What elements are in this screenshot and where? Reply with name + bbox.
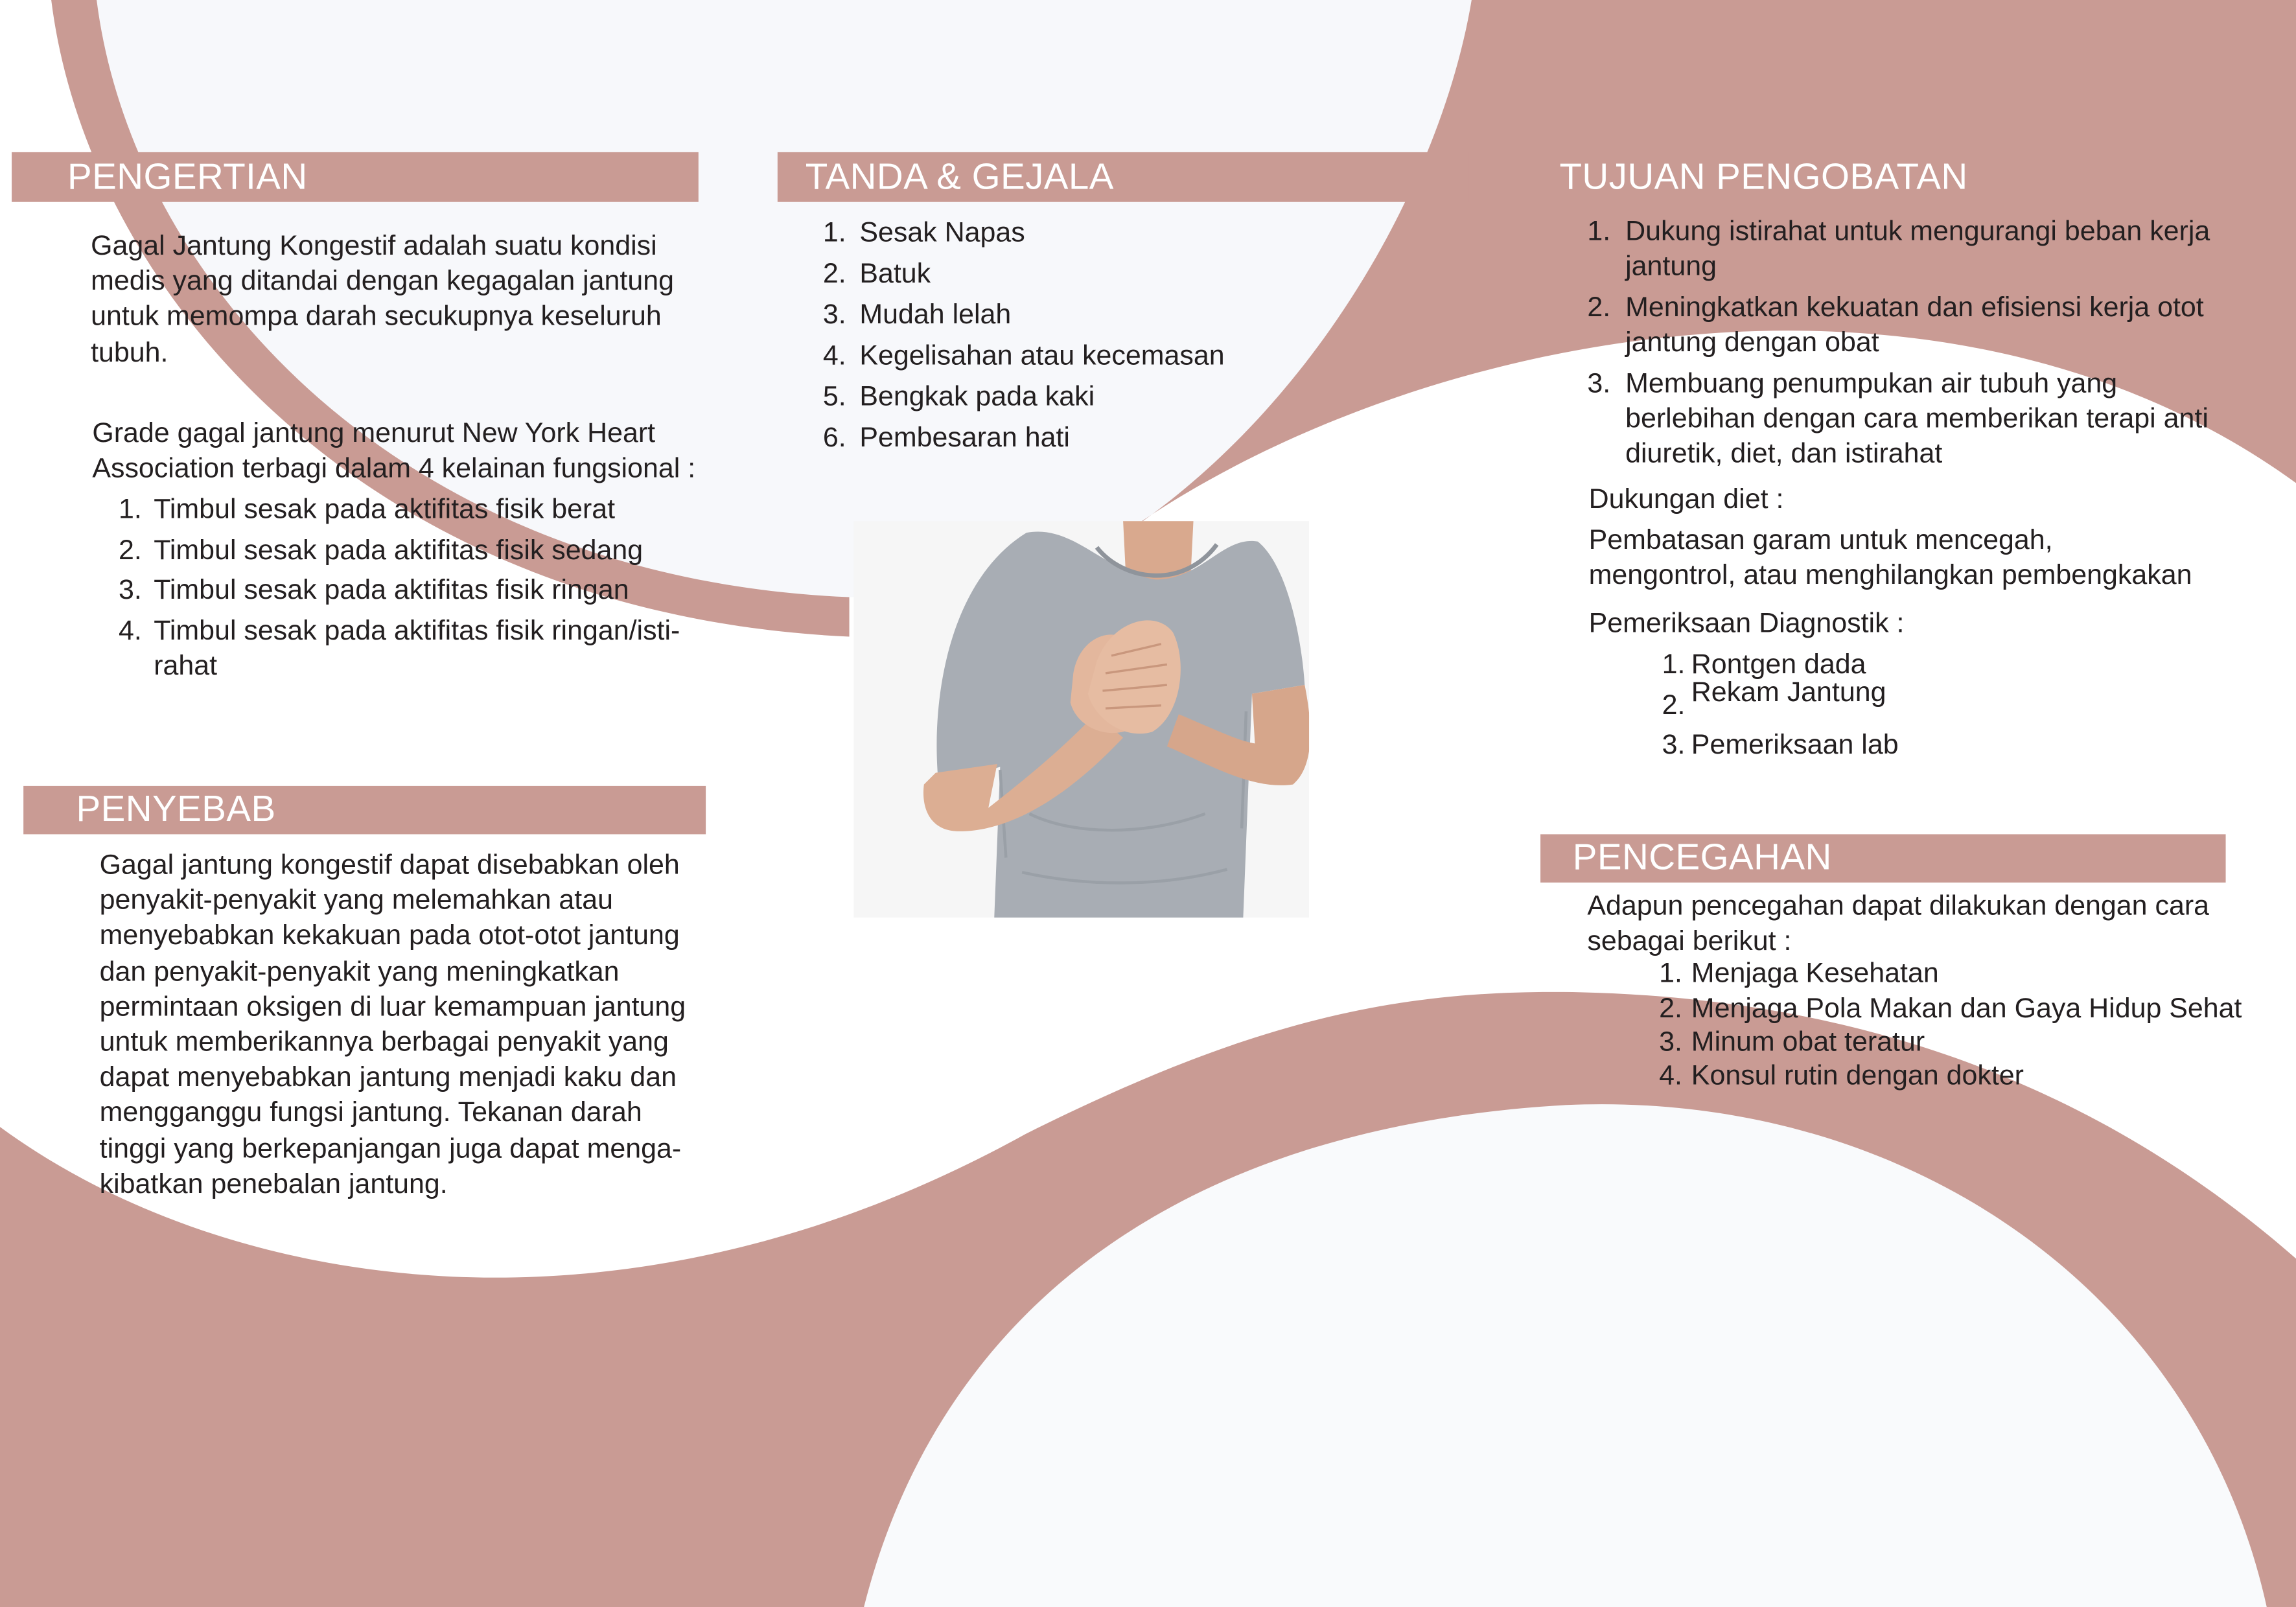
paragraph-line: Association terbagi dalam 4 kelainan fungsional : — [92, 454, 696, 485]
paragraph-line: kibatkan penebalan jantung. — [99, 1168, 448, 1200]
list-number: 3. — [1587, 369, 1611, 400]
list-item-line: rahat — [154, 651, 218, 682]
list-item-line: diuretik, diet, dan istirahat — [1625, 439, 1943, 470]
pengertian-title: PENGERTIAN — [67, 156, 308, 198]
penyebab-paragraph — [100, 849, 686, 1203]
tujuan-pengobatan-title: TUJUAN PENGOBATAN — [1559, 156, 1968, 198]
paragraph-line: Pembatasan garam untuk mencegah, — [1588, 525, 2053, 557]
paragraph-line: Adapun pencegahan dapat dilakukan dengan cara — [1587, 891, 2210, 922]
list-item-text — [154, 573, 629, 609]
list-item-text — [154, 493, 615, 529]
pencegahan-title: PENCEGAHAN — [1572, 837, 1832, 879]
paragraph-line: permintaan oksigen di luar kemampuan jantung — [99, 991, 686, 1023]
pengertian-paragraph — [91, 230, 674, 372]
list-number: 2. — [822, 259, 846, 290]
list-item-line: Meningkatkan kekuatan dan efisiensi kerja otot — [1625, 292, 2204, 324]
list-item-text: Batuk — [859, 259, 931, 290]
list-item-text: Konsul rutin dengan dokter — [1691, 1061, 2024, 1092]
paragraph-line: Gagal jantung kongestif dapat disebabkan oleh — [99, 850, 680, 881]
grade-intro — [92, 417, 695, 488]
penyebab-title: PENYEBAB — [76, 789, 276, 830]
list-item-text: Menjaga Kesehatan — [1691, 958, 1939, 989]
list-item-text: Menjaga Pola Makan dan Gaya Hidup Sehat — [1691, 993, 2242, 1025]
list-item-text: Rekam Jantung — [1691, 677, 1886, 709]
chest-pain-photo — [853, 521, 1309, 918]
list-number: 1. — [1659, 958, 1682, 989]
list-number: 4. — [822, 341, 846, 372]
tanda-gejala-title: TANDA & GEJALA — [805, 156, 1114, 198]
list-item-line: jantung — [1625, 251, 1717, 283]
paragraph-line: untuk memompa darah secukupnya keseluruh — [91, 302, 662, 333]
paragraph-line: dan penyakit-penyakit yang meningkatkan — [99, 956, 620, 988]
paragraph-line: tubuh. — [91, 337, 168, 369]
list-item-line: berlebihan dengan cara memberikan terapi anti — [1625, 404, 2209, 435]
list-item-text: Mudah lelah — [859, 300, 1012, 331]
list-number: 4. — [119, 616, 142, 647]
paragraph-line: mengontrol, atau menghilangkan pembengkakan — [1588, 561, 2192, 592]
list-item-text: Minum obat teratur — [1691, 1027, 1925, 1059]
diet-label: Dukungan diet : — [1588, 484, 1784, 516]
pencegahan-intro — [1587, 890, 2209, 960]
list-number: 2. — [1587, 292, 1611, 324]
list-item-line: Dukung istirahat untuk mengurangi beban kerja — [1625, 216, 2210, 248]
list-item-line: Timbul sesak pada aktifitas fisik berat — [154, 494, 616, 526]
list-number: 2. — [1662, 691, 1686, 722]
list-number: 1. — [822, 218, 846, 249]
list-number: 1. — [119, 494, 142, 526]
paragraph-line: mengganggu fungsi jantung. Tekanan darah — [99, 1098, 642, 1129]
list-number: 1. — [1587, 216, 1611, 248]
paragraph-line: medis yang ditandai dengan kegagalan jantung — [91, 266, 675, 297]
list-item-text — [1625, 215, 2210, 286]
list-item-text — [1625, 367, 2209, 474]
list-number: 3. — [119, 575, 142, 607]
paragraph-line: penyakit-penyakit yang melemahkan atau — [99, 885, 613, 917]
list-item-line: Membuang penumpukan air tubuh yang — [1625, 369, 2118, 400]
list-number: 3. — [1659, 1027, 1682, 1059]
list-item-text: Bengkak pada kaki — [859, 382, 1095, 413]
list-item-text: Sesak Napas — [859, 218, 1025, 249]
diagnostik-label: Pemeriksaan Diagnostik : — [1588, 608, 1905, 640]
paragraph-line: untuk memberikannya berbagai penyakit yang — [99, 1027, 669, 1058]
list-number: 2. — [119, 535, 142, 567]
paragraph-line: menyebabkan kekakuan pada otot-otot jantung — [99, 921, 680, 952]
diet-text — [1589, 524, 2192, 595]
list-number: 2. — [1659, 993, 1682, 1025]
list-item-line: Timbul sesak pada aktifitas fisik ringan/isti- — [154, 616, 680, 647]
list-item-text — [1625, 291, 2204, 362]
paragraph-line: tinggi yang berkepanjangan juga dapat menga- — [99, 1133, 682, 1164]
list-item-line: jantung dengan obat — [1625, 328, 1879, 359]
list-number: 4. — [1659, 1061, 1682, 1092]
paragraph-line: sebagai berikut : — [1587, 927, 1792, 958]
list-item-text — [154, 534, 643, 570]
paragraph-line: Grade gagal jantung menurut New York Heart — [92, 418, 656, 450]
list-item-line: Timbul sesak pada aktifitas fisik ringan — [154, 575, 629, 607]
list-item-text: Pemeriksaan lab — [1691, 730, 1899, 761]
list-number: 6. — [822, 422, 846, 454]
list-number: 1. — [1662, 649, 1686, 681]
list-item-line: Timbul sesak pada aktifitas fisik sedang — [154, 535, 644, 567]
list-number: 5. — [822, 382, 846, 413]
list-item-text: Rontgen dada — [1691, 649, 1866, 681]
paragraph-line: dapat menyebabkan jantung menjadi kaku dan — [99, 1063, 677, 1094]
list-number: 3. — [822, 300, 846, 331]
list-item-text — [154, 615, 680, 686]
paragraph-line: Gagal Jantung Kongestif adalah suatu kondisi — [91, 231, 657, 262]
list-item-text: Pembesaran hati — [859, 422, 1070, 454]
list-number: 3. — [1662, 730, 1686, 761]
list-item-text: Kegelisahan atau kecemasan — [859, 341, 1225, 372]
